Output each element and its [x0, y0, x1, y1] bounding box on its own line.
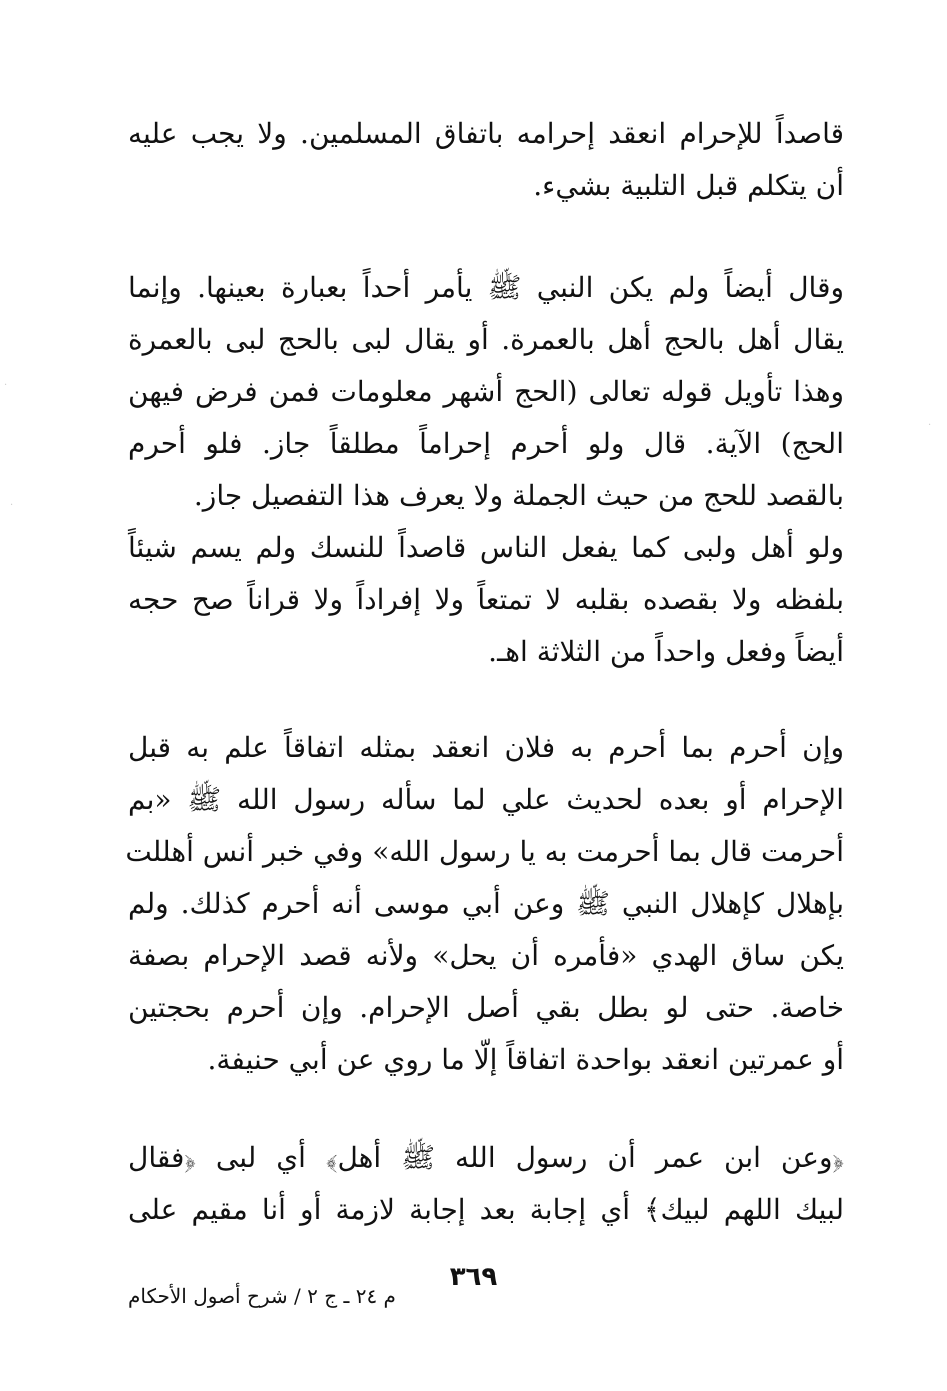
page-number: ٣٦٩	[449, 1262, 498, 1292]
text-line: الحج) الآية. قال ولو أحرم إحراماً مطلقاً جاز. فلو أحرم	[128, 427, 844, 460]
text-line: وإن أحرم بما أحرم به فلان انعقد بمثله اتفاقاً علم به قبل	[128, 731, 844, 764]
text-line: يكن ساق الهدي «فأمره أن يحل» ولأنه قصد الإحرام بصفة	[128, 939, 844, 972]
text-line: الإحرام أو بعده لحديث علي لما سأله رسول الله ﷺ «بم	[128, 783, 844, 816]
paragraph-2	[128, 262, 844, 678]
text-line: ﴿وعن ابن عمر أن رسول الله ﷺ أهل﴾ أي لبى ﴿فقال	[128, 1141, 844, 1174]
text-line: قاصداً للإحرام انعقد إحرامه باتفاق المسلمين. ولا يجب عليه	[128, 117, 844, 150]
text-line: بإهلال كإهلال النبي ﷺ وعن أبي موسى أنه أحرم كذلك. ولم	[128, 887, 845, 920]
paragraph-3	[125, 722, 845, 1086]
scan-speck: ·	[4, 380, 8, 391]
text-line: أحرمت قال بما أحرمت به يا رسول الله» وفي خبر أنس أهللت	[125, 835, 844, 868]
text-line: وهذا تأويل قوله تعالى (الحج أشهر معلومات فمن فرض فيهن	[128, 375, 844, 408]
text-line: لبيك اللهم لبيك﴾ أي إجابة بعد إجابة لازمة أو أنا مقيم على	[128, 1193, 844, 1226]
text-line: ولو أهل ولبى كما يفعل الناس قاصداً للنسك ولم يسم شيئاً	[128, 531, 844, 564]
text-line: بلفظه ولا بقصده بقلبه لا تمتعاً ولا إفراداً ولا قراناً صح حجه	[128, 583, 844, 616]
text-line: خاصة. حتى لو بطل بقي أصل الإحرام. وإن أحرم بحجتين	[128, 991, 845, 1024]
scan-speck: ·	[10, 500, 14, 511]
paragraph-1	[128, 108, 844, 212]
scan-speck: ·	[928, 420, 932, 431]
text-line: بالقصد للحج من حيث الجملة ولا يعرف هذا التفصيل جاز.	[193, 479, 844, 512]
text-line: أن يتكلم قبل التلبية بشيء.	[533, 169, 844, 202]
text-line: أيضاً وفعل واحداً من الثلاثة اهـ.	[488, 635, 844, 668]
paragraph-4	[128, 1132, 844, 1236]
text-line: وقال أيضاً ولم يكن النبي ﷺ يأمر أحداً بعبارة بعينها. وإنما	[128, 271, 844, 304]
footer-reference: م ٢٤ ـ ج ٢ / شرح أصول الأحكام	[128, 1284, 396, 1308]
text-line: أو عمرتين انعقد بواحدة اتفاقاً إلّا ما روي عن أبي حنيفة.	[207, 1043, 844, 1076]
text-line: يقال أهل بالحج أهل بالعمرة. أو يقال لبى بالحج لبى بالعمرة	[128, 323, 844, 356]
